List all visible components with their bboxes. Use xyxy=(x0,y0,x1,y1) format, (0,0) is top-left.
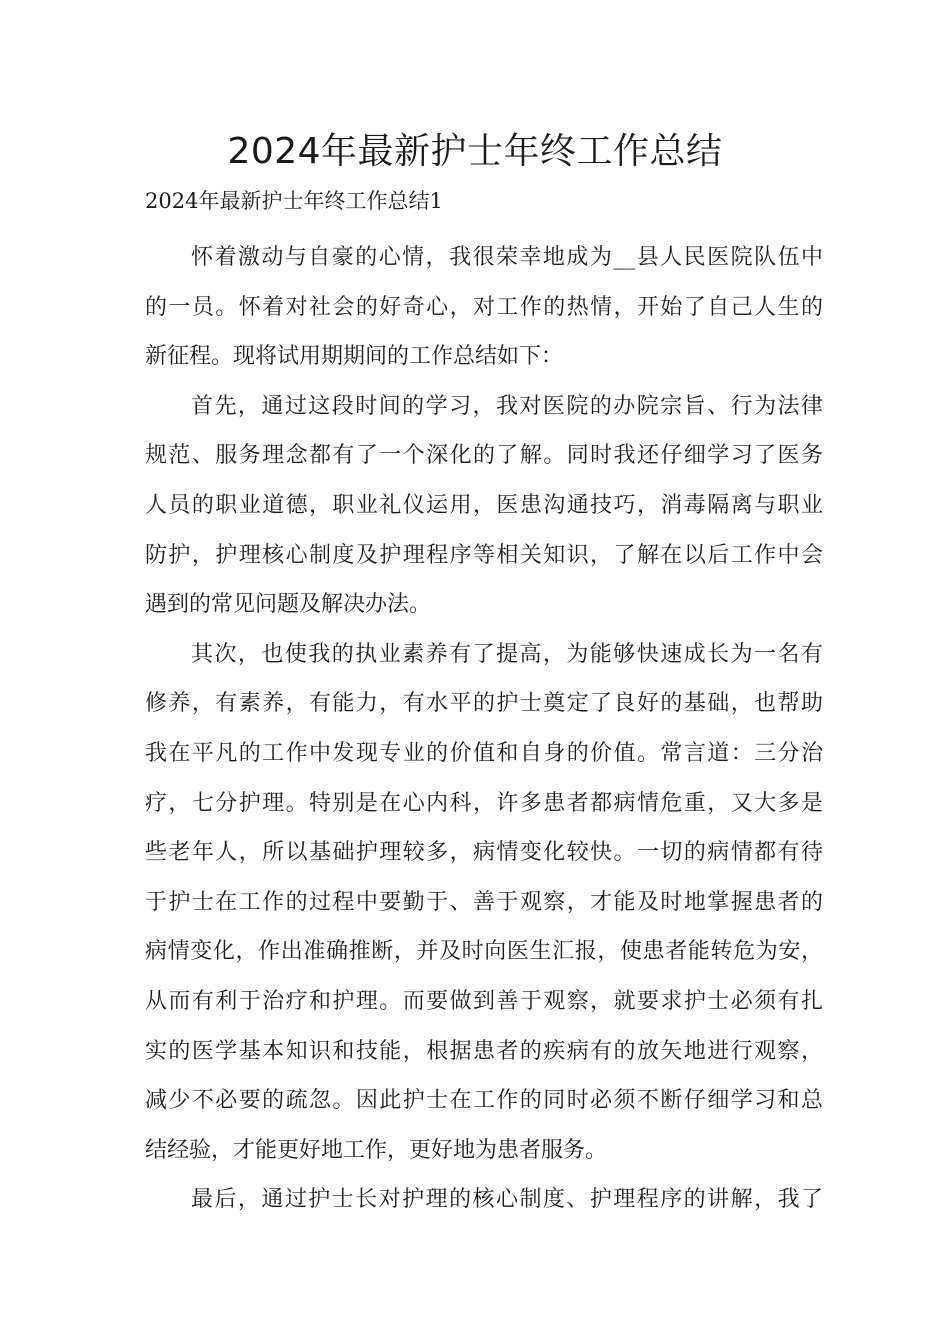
document-title: 2024年最新护士年终工作总结 xyxy=(227,131,723,172)
section-heading: 2024年最新护士年终工作总结1 xyxy=(145,189,443,213)
text-line: 疗，七分护理。特别是在心内科，许多患者都病情危重，又大多是 xyxy=(145,790,823,816)
text-line: 病情变化，作出准确推断，并及时向医生汇报，使患者能转危为安， xyxy=(145,939,823,965)
text-line: 我在平凡的工作中发现专业的价值和自身的价值。常言道：三分治 xyxy=(145,740,823,766)
text-line: 修养，有素养，有能力，有水平的护士奠定了良好的基础，也帮助 xyxy=(145,691,823,717)
text-line: 规范、服务理念都有了一个深化的了解。同时我还仔细学习了医务 xyxy=(145,443,823,469)
paragraph-second xyxy=(145,630,823,1176)
paragraph-last xyxy=(145,1175,823,1225)
paragraph-intro xyxy=(145,233,823,382)
text-line: 最后，通过护士长对护理的核心制度、护理程序的讲解，我了 xyxy=(191,1187,823,1213)
text-line: 于护士在工作的过程中要勤于、善于观察，才能及时地掌握患者的 xyxy=(145,889,823,915)
text-line: 遇到的常见问题及解决办法。 xyxy=(145,592,432,618)
text-line: 其次，也使我的执业素养有了提高，为能够快速成长为一名有 xyxy=(191,641,823,667)
text-line: 实的医学基本知识和技能，根据患者的疾病有的放矢地进行观察， xyxy=(145,1038,823,1064)
text-line: 的一员。怀着对社会的好奇心，对工作的热情，开始了自己人生的 xyxy=(145,294,823,320)
text-line: 新征程。现将试用期期间的工作总结如下： xyxy=(145,344,564,370)
text-line: 防护，护理核心制度及护理程序等相关知识，了解在以后工作中会 xyxy=(145,542,823,568)
text-line: 结经验，才能更好地工作，更好地为患者服务。 xyxy=(145,1137,608,1163)
text-line: 从而有利于治疗和护理。而要做到善于观察，就要求护士必须有扎 xyxy=(145,988,823,1014)
text-line: 减少不必要的疏忽。因此护士在工作的同时必须不断仔细学习和总 xyxy=(145,1088,823,1114)
text-line: 首先，通过这段时间的学习，我对医院的办院宗旨、行为法律 xyxy=(191,393,823,419)
paragraph-first xyxy=(145,382,823,630)
text-line: 人员的职业道德，职业礼仪运用，医患沟通技巧，消毒隔离与职业 xyxy=(145,492,823,518)
text-line: 怀着激动与自豪的心情，我很荣幸地成为__县人民医院队伍中 xyxy=(191,245,823,270)
text-line: 些老年人，所以基础护理较多，病情变化较快。一切的病情都有待 xyxy=(145,840,823,866)
document-body xyxy=(145,233,823,1225)
